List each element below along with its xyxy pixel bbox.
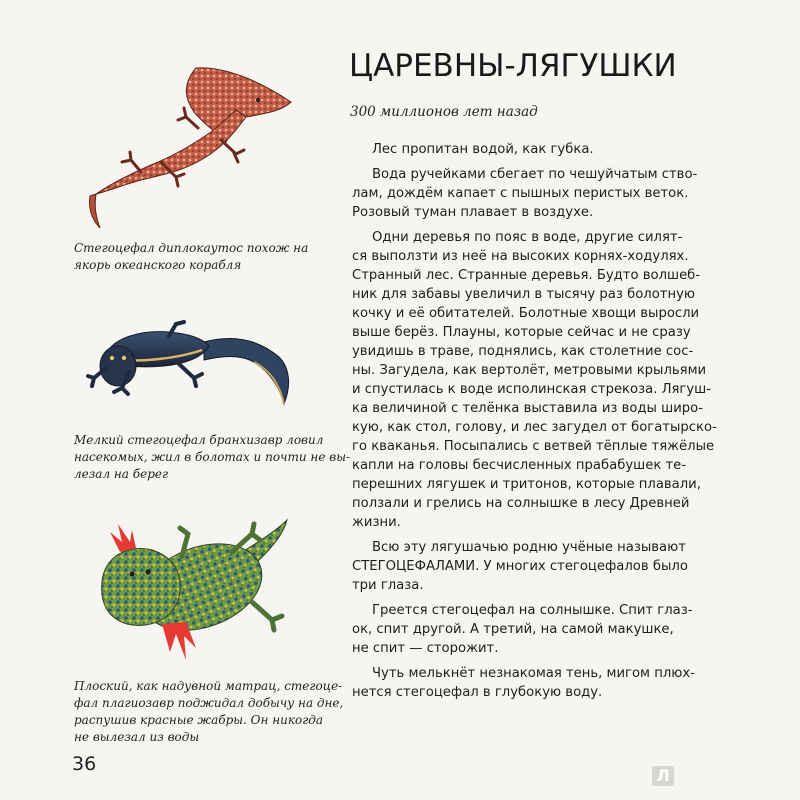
paragraph: Вода ручейками сбегает по чешуйчатым ство- лам, дождём капает с пышных перистых веток. Розовый туман плавает в воздухе. [352,167,698,220]
paragraph: Чуть мелькнёт незнакомая тень, мигом плюх- нется стегоцефал в глубокую воду. [352,666,695,700]
diplocaulus-illustration [86,62,306,232]
paragraph: Лес пропитан водой, как губка. [372,142,594,157]
paragraph: Греется стегоцефал на солнышке. Спит глаз- ок, спит другой. А третий, на самой макушке, не спит — сторожит. [352,603,693,656]
paragraph: Всю эту лягушачью родню учёные называют СТЕГОЦЕФАЛАМИ. У многих стегоцефалов было три глаза. [352,540,688,593]
branchiosaurus-illustration [84,312,296,414]
paragraph: Одни деревья по пояс в воде, другие силят- ся выползти из неё на высоких корнях-ходулях. Странный лес. Странные деревья. Будто волшеб- ник для забавы увеличил в тысячу раз болотную кочку и её обитателей. Болотные хвощи выросли выше берёз. Плауны, которые сейчас и не сразу увидишь в траве, поднялись, как столетние сос- ны. Загудела, как вертолёт, метровыми крыльями и спустилась к воде исполинская стрекоза. Лягуш- ка величиной с телёнка выставила из воды широ- кую, как стол, голову, и лес загудел от богатырско- го кваканья. Посыпались с ветвей тёплые тяжёлые капли на головы бесчисленных прабабушек те- перешних лягушек и тритонов, которые плавали, ползали и грелись на солнышке в лесу Древней жизни. [352,230,717,530]
page-title: ЦАРЕВНЫ-ЛЯГУШКИ [349,48,677,84]
page-subtitle: 300 миллионов лет назад [350,104,538,120]
caption-plagiosaurus: Плоский, как надувной матрац, стегоце- фал плагиозавр поджидал добычу на дне, распушив красные жабры. Он никогда не вылезал из воды [74,679,344,744]
caption-diplocaulus: Стегоцефал диплокаутос похож на якорь океанского корабля [74,241,309,272]
body-text [352,140,742,708]
caption-branchiosaurus: Мелкий стегоцефал бранхизавр ловил насекомых, жил в болотах и почти не вы- лезал на берег [74,433,351,481]
plagiosaurus-illustration [92,512,302,672]
publisher-logo: Л [652,766,674,786]
page-number: 36 [72,753,97,775]
